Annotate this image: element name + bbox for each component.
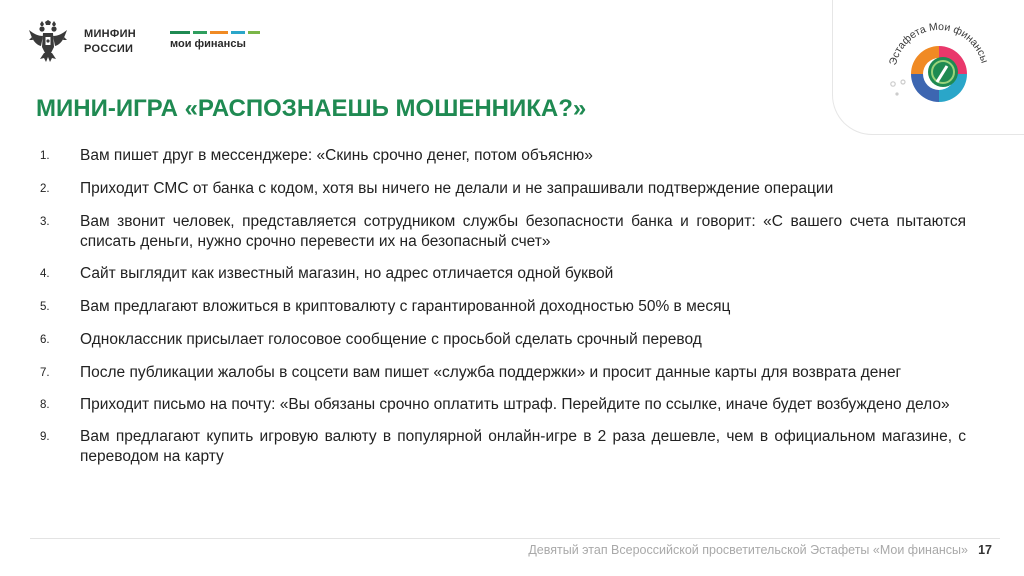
list-item-number: 6. bbox=[40, 334, 50, 346]
list-item bbox=[40, 297, 966, 317]
list-item-number: 8. bbox=[40, 399, 50, 411]
list-item bbox=[40, 330, 966, 350]
list-item-text: Сайт выглядит как известный магазин, но адрес отличается одной буквой bbox=[80, 265, 614, 282]
scenario-list bbox=[40, 146, 966, 479]
list-item-text: Приходит СМС от банка с кодом, хотя вы ничего не делали и не запрашивали подтверждение операции bbox=[80, 180, 834, 197]
list-item-text: Одноклассник присылает голосовое сообщение с просьбой сделать срочный перевод bbox=[80, 331, 702, 348]
list-item-number: 1. bbox=[40, 150, 50, 162]
list-item-text: Вам предлагают купить игровую валюту в популярной онлайн-игре в 2 раза дешевле, чем в официальном магазине, с переводом на карту bbox=[80, 428, 966, 465]
list-item-number: 2. bbox=[40, 183, 50, 195]
footer-text: Девятый этап Всероссийской просветительской Эстафеты «Мои финансы» bbox=[528, 543, 968, 557]
project-logo-text: мои финансы bbox=[170, 38, 246, 50]
list-item-text: Приходит письмо на почту: «Вы обязаны срочно оплатить штраф. Перейдите по ссылке, иначе будет возбуждено дело» bbox=[80, 396, 950, 413]
list-item-number: 9. bbox=[40, 431, 50, 443]
list-item bbox=[40, 395, 966, 415]
list-item bbox=[40, 146, 966, 166]
double-headed-eagle-icon bbox=[26, 20, 70, 64]
list-item-text: После публикации жалобы в соцсети вам пишет «служба поддержки» и просит данные карты для возврата денег bbox=[80, 364, 902, 381]
list-item-number: 7. bbox=[40, 367, 50, 379]
list-item bbox=[40, 363, 966, 383]
list-item-number: 3. bbox=[40, 216, 50, 228]
project-logo-bars bbox=[170, 31, 260, 34]
logo-bar bbox=[210, 31, 228, 34]
logo-bar bbox=[231, 31, 245, 34]
project-logo bbox=[170, 31, 260, 50]
logo-bar bbox=[193, 31, 207, 34]
minfin-logo-line1: МИНФИН bbox=[84, 28, 137, 40]
page-number: 17 bbox=[978, 543, 992, 557]
list-item bbox=[40, 427, 966, 467]
list-item-text: Вам предлагают вложиться в криптовалюту с гарантированной доходностью 50% в месяц bbox=[80, 298, 731, 315]
relay-emblem-icon bbox=[833, 0, 1024, 134]
list-item-number: 4. bbox=[40, 268, 50, 280]
page-title: МИНИ-ИГРА «РАСПОЗНАЕШЬ МОШЕННИКА?» bbox=[36, 95, 587, 122]
emblem-text: Эстафета Мои финансы bbox=[886, 20, 991, 67]
footer-divider bbox=[30, 538, 1000, 539]
logo-bar bbox=[170, 31, 190, 34]
minfin-logo bbox=[26, 20, 136, 64]
minfin-logo-line2: РОССИИ bbox=[84, 43, 134, 55]
list-item-text: Вам звонит человек, представляется сотрудником службы безопасности банка и говорит: «С вашего счета пытаются списать деньги, нужно срочно перевести их на безопасный счет» bbox=[80, 213, 966, 250]
list-item bbox=[40, 212, 966, 252]
minfin-logo-text bbox=[84, 27, 136, 57]
list-item bbox=[40, 264, 966, 284]
list-item-number: 5. bbox=[40, 301, 50, 313]
list-item-text: Вам пишет друг в мессенджере: «Скинь срочно денег, потом объясню» bbox=[80, 147, 593, 164]
emblem-panel bbox=[832, 0, 1024, 135]
list-item bbox=[40, 179, 966, 199]
logo-bar bbox=[248, 31, 260, 34]
